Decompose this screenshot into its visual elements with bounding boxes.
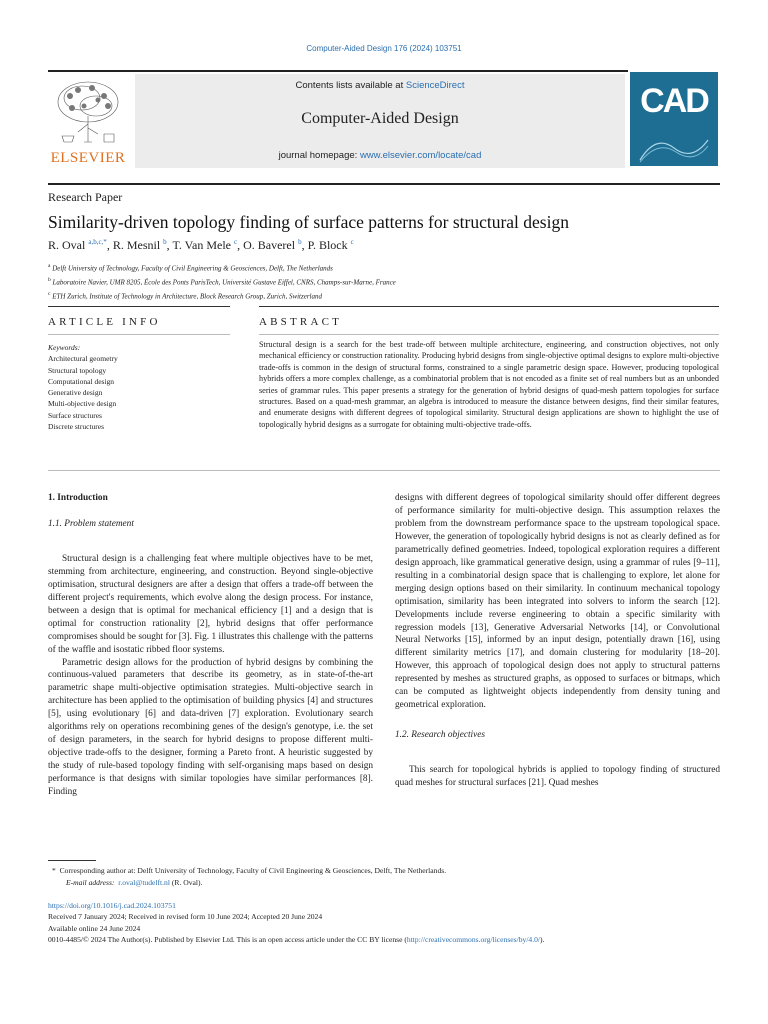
keyword: Surface structures: [48, 410, 102, 420]
keyword: Computational design: [48, 376, 115, 386]
affiliation-mark: c: [48, 290, 51, 297]
article-info-heading: ARTICLE INFO: [48, 316, 161, 328]
abstract-text: Structural design is a search for the best trade-off between multiple architecture, engineering, and construction objectives, not only mechanical efficiency or construction rationality. Producing hybrid designs from single-objective optimal designs to explore multi-objective trade-offs is common in the design of structural forms, constrained to a single parametric design space. However, producing topological hybrids offers a more complex challenge, as a combinatorial problem that is not encoded as a finite set of real numbers but as an unbonded series of grammar rules. This paper presents a strategy for the generation of hybrid designs of quad-mesh pattern topologies for surface structures. Based on a quad-mesh grammar, an algebra is introduced to measure the distance between designs, find their similar features, and enumerate designs with different degrees of topological similarity. Structural design applications are shown to highlight the use of topologically hybrid designs as a surrogate for obtaining multi-objective trade-offs.: [259, 340, 719, 429]
affiliations: [48, 261, 720, 302]
affiliation-item: [48, 261, 720, 275]
journal-citation[interactable]: Computer-Aided Design 176 (2024) 103751: [306, 44, 462, 53]
abstract-bottom-rule: [48, 470, 720, 471]
affiliation-item: [48, 275, 720, 289]
journal-cover-image[interactable]: [630, 72, 718, 166]
footnote-rule: [48, 860, 96, 861]
author-affiliation-mark[interactable]: c: [234, 238, 238, 246]
author-name[interactable]: R. Mesnil: [112, 238, 161, 252]
author-name[interactable]: R. Oval: [48, 238, 86, 252]
author-list: R. Oval $^{a,b,c,*}$, R. Mesnil $^b$, T. Van Mele $^c$, O. Baverel $^b$, P. Block $^c$: [48, 238, 354, 252]
footnote: [52, 865, 712, 889]
doi-link[interactable]: https://doi.org/10.1016/j.cad.2024.103751: [48, 901, 176, 910]
email-label: E-mail address:: [66, 878, 115, 887]
keywords-label: Keywords:: [48, 343, 81, 352]
cover-illustration: [636, 130, 712, 164]
body-paragraph: Structural design is a challenging feat where multiple objectives have to be met, stemming from architecture, engineering, and construction. Beyond single-objective optimisation, structural designers are after a design that offers a trade-off between the different project's requirements, which evolve along the design process. For instance, between a design that is optimal for mechanical efficiency [1] and a design that is optimal for construction rationality [2], hybrid designs that offer performance compromises should be sought for [3]. Fig. 1 illustrates this challenge with the patterns of the waffle and isostatic ribbed floor systems.: [48, 553, 373, 655]
journal-name: Computer-Aided Design: [301, 110, 459, 127]
article-type: Research Paper: [48, 190, 123, 204]
affiliation-text: Laboratoire Navier, UMR 8205, École des Ponts ParisTech, Université Gustave Eiffel, CNRS, Champs-sur-Marne, France: [52, 278, 396, 287]
article-title: Similarity-driven topology finding of surface patterns for structural design: [48, 212, 569, 232]
author-affiliation-mark[interactable]: c: [350, 238, 354, 246]
section-heading: 1. Introduction: [48, 493, 108, 503]
publisher-wordmark: ELSEVIER: [50, 150, 126, 166]
abstract-sub-rule: [259, 334, 719, 335]
abstract-heading: ABSTRACT: [259, 316, 343, 328]
header-top-rule: [48, 70, 628, 72]
keyword: Architectural geometry: [48, 354, 118, 364]
license-suffix: ).: [540, 935, 545, 945]
author-affiliation-mark[interactable]: a,b,c,*: [88, 238, 107, 246]
keyword: Discrete structures: [48, 422, 105, 432]
license-prefix: 0010-4485/© 2024 The Author(s). Published by Elsevier Ltd. This is an open access article under the CC BY license (: [48, 935, 407, 945]
abstract-top-rule: [259, 306, 719, 307]
journal-homepage-link[interactable]: www.elsevier.com/locate/cad: [359, 150, 482, 161]
affiliation-mark: b: [48, 276, 51, 283]
info-sub-rule: [48, 334, 230, 335]
subsection-heading: 1.1. Problem statement: [48, 518, 134, 529]
body-column-left: [48, 492, 373, 799]
online-date: Available online 24 June 2024: [48, 923, 141, 933]
license-link[interactable]: http://creativecommons.org/licenses/by/4.0/: [406, 935, 541, 945]
contents-line: [135, 80, 625, 91]
homepage-line: [135, 150, 625, 161]
footnote-mark: *: [52, 866, 56, 875]
author-affiliation-mark[interactable]: b: [163, 238, 167, 246]
keyword: Structural topology: [48, 365, 107, 375]
author-email-link[interactable]: r.oval@tudelft.nl: [118, 878, 170, 887]
history-dates: Received 7 January 2024; Received in revised form 10 June 2024; Accepted 20 June 2024: [48, 912, 323, 922]
author-name[interactable]: P. Block: [307, 238, 348, 252]
footnote-text: Corresponding author at: Delft University of Technology, Faculty of Civil Engineering & Geosciences, Delft, The Netherlands.: [59, 866, 447, 875]
author-name[interactable]: T. Van Mele: [172, 238, 231, 252]
author-name[interactable]: O. Baverel: [243, 238, 296, 252]
keyword: Generative design: [48, 388, 103, 398]
article-meta-footer: [48, 900, 728, 946]
body-paragraph: designs with different degrees of topological similarity should offer different degrees of performance similarity for multi-objective design. This assumption relaxes the problem from the downstream performance space to the upstream topological space. However, the generation of topologically hybrid designs is not as clearly defined as for parametrically defined geometries. Indeed, topological exploration requires a different design approach, like grammatical generative design, using a grammar of rules [9–11], resulting in a combinatorial design space that is challenging to explore, let alone for merging design options based on their similarity. In continuum mechanical topology optimisation, similarity has been integrated into solvers to inform the search [12]. Developments include reverse engineering to obtain a specific similarity with regression models [13], Generative Adversarial Networks [14], or Convolutional Neural Networks [15], informed by an input design, potentially drawn [16], using different similarity metrics [17], and domain clustering for modularity [18–20]. However, this approach of topological design does not apply to structural patterns represented by meshes as structured graphs, as opposed to surfaces or bitmaps, which can be computed as lightweight objects independently from density tuning and geometrical exploration.: [395, 493, 720, 711]
affiliation-text: Delft University of Technology, Faculty of Civil Engineering & Geosciences, Delft, The Netherlands: [52, 264, 333, 273]
keywords-block: [48, 342, 230, 432]
contents-prefix: Contents lists available at: [295, 80, 406, 91]
footnote-line: [52, 865, 712, 877]
body-column-right: [395, 492, 720, 790]
sciencedirect-link[interactable]: ScienceDirect: [405, 80, 465, 91]
license-line: [48, 934, 728, 945]
email-suffix: (R. Oval).: [171, 878, 203, 887]
email-line: [52, 877, 712, 889]
affiliation-mark: a: [48, 263, 51, 269]
affiliation-item: [48, 289, 720, 303]
body-paragraph: Parametric design allows for the production of hybrid designs by combining the continuous-valued parameters that describe its geometry, as in state-of-the-art parametric shape multi-objective optimisation strategies. Multi-objective search in architecture has been applied to the optimisation of building physics [4] and structures [5], using evolutionary [6] and data-driven [7] exploration. Evolutionary search algorithms rely on operations recombining genes of the design's genotype, i.e. the set of design parameters, in the search for hybrid designs to propose different multi-objective trade-offs to the designer, forming a Pareto front. A heuristic suggested by the study of rule-based topology finding with self-organising maps based on design performance is that designs with similar topologies have similar performances [8]. Finding: [48, 657, 373, 798]
header-bottom-rule: [48, 183, 720, 185]
affiliation-text: ETH Zurich, Institute of Technology in Architecture, Block Research Group, Zurich, Switzerland: [52, 291, 323, 300]
keyword: Multi-objective design: [48, 399, 117, 409]
author-affiliation-mark[interactable]: b: [298, 238, 302, 246]
homepage-prefix: journal homepage:: [278, 150, 360, 161]
subsection-heading: 1.2. Research objectives: [395, 730, 486, 741]
info-top-rule: [48, 306, 230, 307]
cover-logo: CAD: [640, 82, 708, 120]
body-paragraph: This search for topological hybrids is applied to topology finding of structured quad meshes for structural surfaces [21]. Quad meshes: [395, 765, 720, 789]
